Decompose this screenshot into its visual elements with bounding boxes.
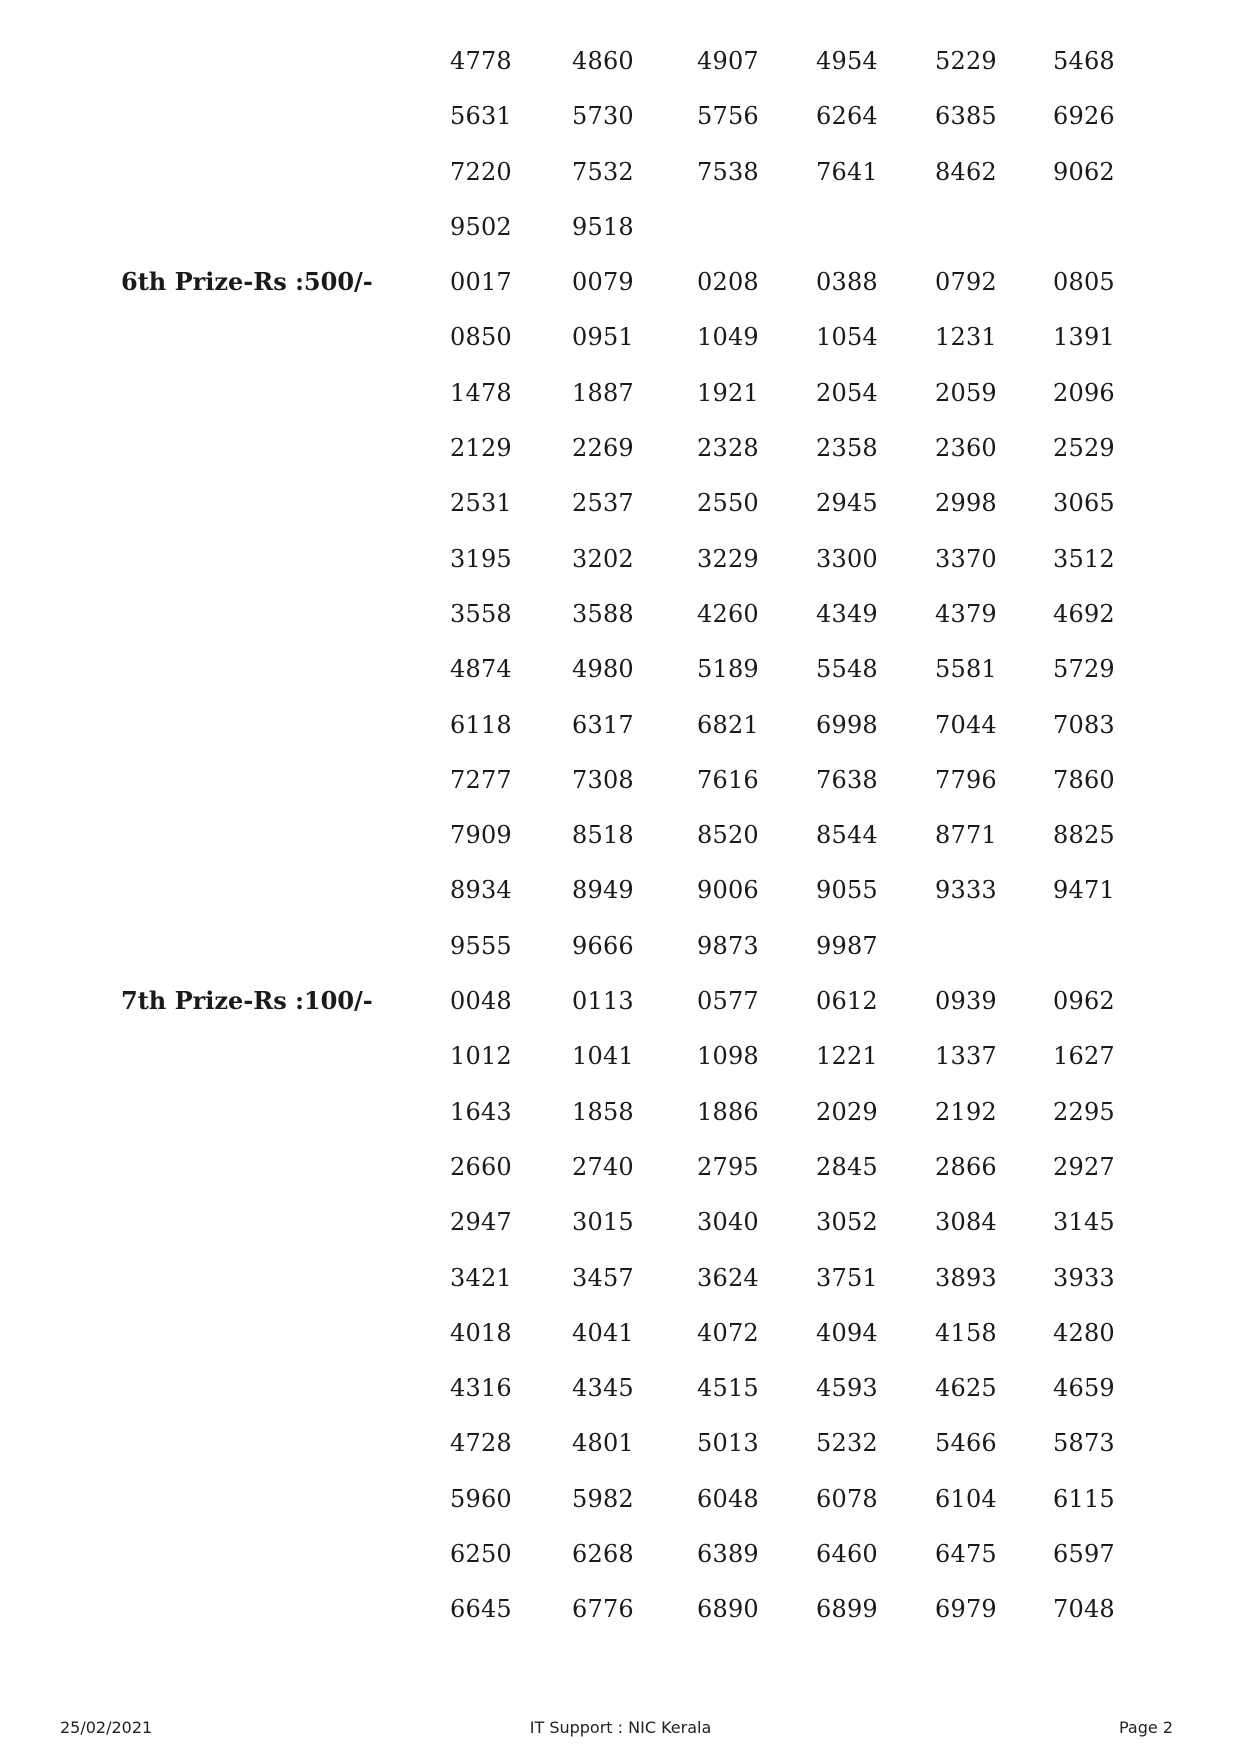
winning-number: 0792: [935, 268, 997, 297]
winning-number: 2059: [935, 378, 997, 407]
winning-number: 3052: [816, 1208, 878, 1237]
winning-number: 7641: [816, 157, 878, 186]
winning-number: 7796: [935, 765, 997, 794]
winning-number: 1478: [450, 378, 512, 407]
winning-number: 4316: [450, 1374, 512, 1403]
winning-number: 5548: [816, 655, 878, 684]
winning-number: 0048: [450, 987, 512, 1016]
results-table: [0, 33, 1241, 1637]
footer-support: IT Support : NIC Kerala: [529, 1718, 712, 1737]
winning-number: 9987: [816, 931, 878, 960]
winning-number: 6645: [450, 1595, 512, 1624]
winning-number: 2531: [450, 489, 512, 518]
winning-number: 2947: [450, 1208, 512, 1237]
result-row: [0, 1526, 1241, 1581]
winning-number: 2740: [572, 1152, 634, 1181]
winning-number: 4094: [816, 1318, 878, 1347]
winning-number: 5468: [1053, 47, 1115, 75]
winning-number: 0577: [697, 987, 759, 1016]
winning-number: 7083: [1053, 710, 1115, 739]
winning-number: 7860: [1053, 765, 1115, 794]
winning-number: 2945: [816, 489, 878, 518]
result-row: [0, 1581, 1241, 1636]
winning-number: 7220: [450, 157, 512, 186]
winning-number: 4018: [450, 1318, 512, 1347]
winning-number: 3195: [450, 544, 512, 573]
winning-number: 4659: [1053, 1374, 1115, 1403]
winning-number: 1337: [935, 1042, 997, 1071]
winning-number: 1921: [697, 378, 759, 407]
winning-number: 4072: [697, 1318, 759, 1347]
winning-number: 4692: [1053, 599, 1115, 628]
winning-number: 3457: [572, 1263, 634, 1292]
winning-number: 1858: [572, 1097, 634, 1126]
winning-number: 3893: [935, 1263, 997, 1292]
winning-number: 1049: [697, 323, 759, 352]
winning-number: 4625: [935, 1374, 997, 1403]
winning-number: 7538: [697, 157, 759, 186]
winning-number: 3202: [572, 544, 634, 573]
result-row: [0, 697, 1241, 752]
result-row: [0, 1250, 1241, 1305]
winning-number: 8934: [450, 876, 512, 905]
winning-number: 1098: [697, 1042, 759, 1071]
winning-number: 6317: [572, 710, 634, 739]
result-row: [0, 641, 1241, 696]
winning-number: 7277: [450, 765, 512, 794]
winning-number: 1391: [1053, 323, 1115, 352]
winning-number: 0017: [450, 268, 512, 297]
winning-number: 3300: [816, 544, 878, 573]
winning-number: 0951: [572, 323, 634, 352]
prize-label: 6th Prize-Rs :500/-: [121, 267, 373, 297]
winning-number: 4345: [572, 1374, 634, 1403]
winning-number: 0208: [697, 268, 759, 297]
winning-number: 0850: [450, 323, 512, 352]
winning-number: 3145: [1053, 1208, 1115, 1237]
winning-number: 6979: [935, 1595, 997, 1624]
winning-number: 4349: [816, 599, 878, 628]
page-footer: [0, 1718, 1241, 1742]
winning-number: 3084: [935, 1208, 997, 1237]
winning-number: 5873: [1053, 1429, 1115, 1458]
winning-number: 2129: [450, 434, 512, 463]
winning-number: 5982: [572, 1484, 634, 1513]
result-row: [0, 420, 1241, 475]
result-row: [0, 1360, 1241, 1415]
result-row: [0, 144, 1241, 199]
winning-number: 6115: [1053, 1484, 1115, 1513]
winning-number: 6250: [450, 1540, 512, 1569]
winning-number: 5013: [697, 1429, 759, 1458]
winning-number: 2845: [816, 1152, 878, 1181]
winning-number: 2537: [572, 489, 634, 518]
winning-number: 2269: [572, 434, 634, 463]
winning-number: 3040: [697, 1208, 759, 1237]
winning-number: 2358: [816, 434, 878, 463]
winning-number: 0939: [935, 987, 997, 1016]
winning-number: 4980: [572, 655, 634, 684]
winning-number: 3370: [935, 544, 997, 573]
winning-number: 1231: [935, 323, 997, 352]
winning-number: 1627: [1053, 1042, 1115, 1071]
winning-number: 6385: [935, 102, 997, 131]
winning-number: 1012: [450, 1042, 512, 1071]
result-row: [0, 586, 1241, 641]
winning-number: 5189: [697, 655, 759, 684]
winning-number: 4515: [697, 1374, 759, 1403]
prize-label: 7th Prize-Rs :100/-: [121, 986, 373, 1016]
winning-number: 0805: [1053, 268, 1115, 297]
winning-number: 9666: [572, 931, 634, 960]
winning-number: 1887: [572, 378, 634, 407]
winning-number: 8518: [572, 821, 634, 850]
winning-number: 9062: [1053, 157, 1115, 186]
winning-number: 0962: [1053, 987, 1115, 1016]
result-row: [0, 254, 1241, 309]
winning-number: 2660: [450, 1152, 512, 1181]
winning-number: 3229: [697, 544, 759, 573]
result-row: [0, 33, 1241, 88]
result-row: [0, 862, 1241, 917]
winning-number: 2360: [935, 434, 997, 463]
winning-number: 7616: [697, 765, 759, 794]
winning-number: 9333: [935, 876, 997, 905]
winning-number: 6475: [935, 1540, 997, 1569]
winning-number: 1221: [816, 1042, 878, 1071]
result-row: [0, 973, 1241, 1028]
winning-number: 1886: [697, 1097, 759, 1126]
result-row: [0, 1471, 1241, 1526]
winning-number: 6998: [816, 710, 878, 739]
winning-number: 6118: [450, 710, 512, 739]
winning-number: 2998: [935, 489, 997, 518]
result-row: [0, 1194, 1241, 1249]
result-row: [0, 199, 1241, 254]
result-row: [0, 475, 1241, 530]
winning-number: 3558: [450, 599, 512, 628]
winning-number: 1643: [450, 1097, 512, 1126]
winning-number: 8520: [697, 821, 759, 850]
winning-number: 2054: [816, 378, 878, 407]
winning-number: 3588: [572, 599, 634, 628]
footer-page-number: Page 2: [1119, 1718, 1173, 1737]
result-row: [0, 807, 1241, 862]
winning-number: 2550: [697, 489, 759, 518]
winning-number: 6890: [697, 1595, 759, 1624]
result-row: [0, 918, 1241, 973]
winning-number: 2295: [1053, 1097, 1115, 1126]
result-row: [0, 88, 1241, 143]
winning-number: 4860: [572, 47, 634, 75]
winning-number: 5960: [450, 1484, 512, 1513]
result-row: [0, 1415, 1241, 1470]
winning-number: 9006: [697, 876, 759, 905]
winning-number: 5232: [816, 1429, 878, 1458]
winning-number: 6268: [572, 1540, 634, 1569]
winning-number: 6078: [816, 1484, 878, 1513]
winning-number: 4158: [935, 1318, 997, 1347]
result-row: [0, 752, 1241, 807]
winning-number: 9518: [572, 212, 634, 241]
winning-number: 4801: [572, 1429, 634, 1458]
winning-number: 5756: [697, 102, 759, 131]
winning-number: 8949: [572, 876, 634, 905]
winning-number: 4593: [816, 1374, 878, 1403]
winning-number: 2192: [935, 1097, 997, 1126]
winning-number: 5730: [572, 102, 634, 131]
winning-number: 5229: [935, 47, 997, 75]
winning-number: 7909: [450, 821, 512, 850]
winning-number: 4260: [697, 599, 759, 628]
winning-number: 4778: [450, 47, 512, 75]
winning-number: 3512: [1053, 544, 1115, 573]
winning-number: 6899: [816, 1595, 878, 1624]
winning-number: 6460: [816, 1540, 878, 1569]
winning-number: 6104: [935, 1484, 997, 1513]
winning-number: 4728: [450, 1429, 512, 1458]
winning-number: 6776: [572, 1595, 634, 1624]
winning-number: 0079: [572, 268, 634, 297]
winning-number: 7638: [816, 765, 878, 794]
winning-number: 7308: [572, 765, 634, 794]
winning-number: 0388: [816, 268, 878, 297]
winning-number: 2029: [816, 1097, 878, 1126]
winning-number: 7048: [1053, 1595, 1115, 1624]
winning-number: 8462: [935, 157, 997, 186]
winning-number: 6926: [1053, 102, 1115, 131]
winning-number: 9502: [450, 212, 512, 241]
winning-number: 1054: [816, 323, 878, 352]
winning-number: 5581: [935, 655, 997, 684]
winning-number: 0113: [572, 987, 634, 1016]
winning-number: 0612: [816, 987, 878, 1016]
footer-date: 25/02/2021: [60, 1718, 153, 1737]
winning-number: 9471: [1053, 876, 1115, 905]
winning-number: 4954: [816, 47, 878, 75]
winning-number: 7532: [572, 157, 634, 186]
winning-number: 3933: [1053, 1263, 1115, 1292]
result-row: [0, 1305, 1241, 1360]
winning-number: 8544: [816, 821, 878, 850]
winning-number: 2927: [1053, 1152, 1115, 1181]
winning-number: 6264: [816, 102, 878, 131]
winning-number: 3015: [572, 1208, 634, 1237]
winning-number: 4874: [450, 655, 512, 684]
winning-number: 5631: [450, 102, 512, 131]
result-row: [0, 309, 1241, 364]
winning-number: 8825: [1053, 821, 1115, 850]
winning-number: 3065: [1053, 489, 1115, 518]
winning-number: 5729: [1053, 655, 1115, 684]
winning-number: 2866: [935, 1152, 997, 1181]
winning-number: 3751: [816, 1263, 878, 1292]
winning-number: 7044: [935, 710, 997, 739]
result-row: [0, 1028, 1241, 1083]
winning-number: 4041: [572, 1318, 634, 1347]
winning-number: 6389: [697, 1540, 759, 1569]
winning-number: 2096: [1053, 378, 1115, 407]
result-row: [0, 365, 1241, 420]
winning-number: 2328: [697, 434, 759, 463]
winning-number: 6597: [1053, 1540, 1115, 1569]
winning-number: 5466: [935, 1429, 997, 1458]
winning-number: 2795: [697, 1152, 759, 1181]
winning-number: 8771: [935, 821, 997, 850]
winning-number: 2529: [1053, 434, 1115, 463]
winning-number: 3624: [697, 1263, 759, 1292]
winning-number: 9873: [697, 931, 759, 960]
winning-number: 3421: [450, 1263, 512, 1292]
result-row: [0, 1084, 1241, 1139]
winning-number: 6048: [697, 1484, 759, 1513]
winning-number: 9555: [450, 931, 512, 960]
winning-number: 1041: [572, 1042, 634, 1071]
result-row: [0, 1139, 1241, 1194]
winning-number: 9055: [816, 876, 878, 905]
winning-number: 4280: [1053, 1318, 1115, 1347]
winning-number: 4907: [697, 47, 759, 75]
winning-number: 4379: [935, 599, 997, 628]
winning-number: 6821: [697, 710, 759, 739]
result-row: [0, 531, 1241, 586]
